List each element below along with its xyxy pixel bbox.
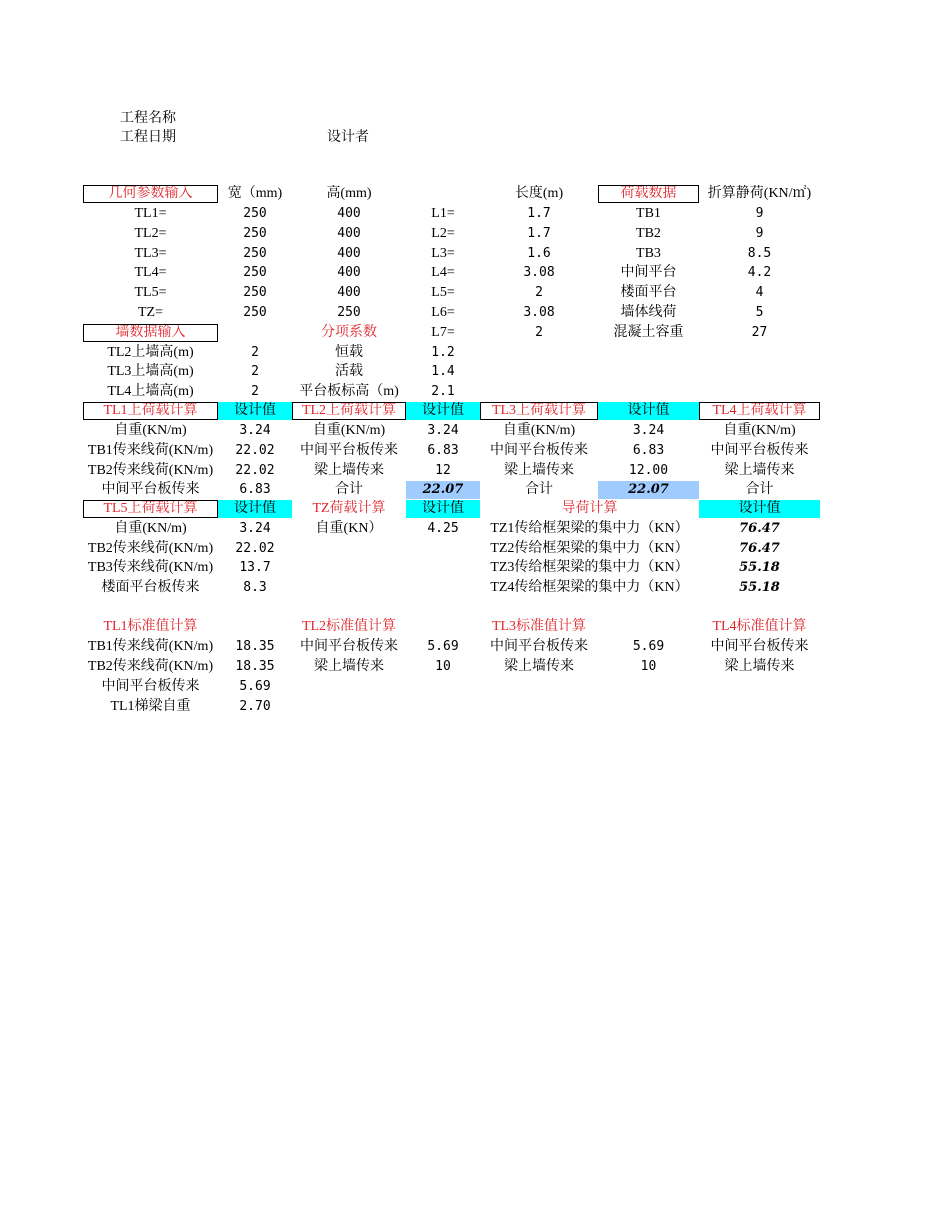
tl1-item: TB2传来线荷(KN/m)	[87, 463, 214, 478]
geometry-name: TZ=	[138, 305, 163, 320]
geometry-width: 250	[243, 226, 267, 241]
tl1-value: 6.83	[239, 482, 271, 497]
geometry-height: 400	[337, 226, 361, 241]
factor-name: 平台板标高（m)	[299, 384, 399, 399]
length-value: 1.7	[527, 226, 551, 241]
length-value: 3.08	[523, 265, 555, 280]
tl3-title: TL3上荷载计算	[480, 402, 598, 420]
geometry-name: TL2=	[134, 226, 167, 241]
tl3-value: 3.24	[632, 423, 665, 438]
load-value-header: 折算静荷(KN/㎡)	[707, 186, 812, 201]
geometry-height: 400	[337, 246, 361, 261]
tl2-value: 12	[435, 463, 451, 478]
geometry-name: TL1=	[134, 206, 167, 221]
tl2-total-value: 22.07	[406, 481, 480, 499]
factor-value: 2.1	[431, 384, 455, 399]
geometry-width: 250	[243, 246, 267, 261]
tz-title: TZ荷载计算	[312, 501, 386, 516]
geometry-section-title: 几何参数输入	[83, 185, 218, 203]
guide-item: TZ2传给框架梁的集中力（KN）	[490, 541, 689, 556]
geometry-width: 250	[243, 206, 267, 221]
load-name: 混凝土容重	[613, 325, 684, 340]
tl5-value: 13.7	[239, 560, 271, 575]
guide-title: 导荷计算	[561, 501, 618, 516]
wall-name: TL3上墙高(m)	[107, 364, 194, 379]
load-name: 中间平台	[620, 265, 677, 280]
tl1-value: 22.02	[235, 463, 275, 478]
tl3-total-label: 合计	[525, 482, 553, 497]
factor-name: 活载	[335, 364, 363, 379]
geometry-name: TL5=	[134, 285, 167, 300]
tl1-item: 中间平台板传来	[101, 482, 200, 497]
load-name: TB2	[636, 226, 661, 241]
tz-design-header: 设计值	[406, 500, 480, 518]
tl5-value: 3.24	[239, 521, 271, 536]
l7-name: L7=	[431, 325, 455, 340]
tl2-item: 中间平台板传来	[300, 443, 398, 458]
geometry-height: 400	[337, 265, 361, 280]
guide-value: 55.18	[739, 580, 780, 595]
tl3-item: 梁上墙传来	[504, 463, 574, 478]
guide-item: TZ4传给框架梁的集中力（KN）	[490, 580, 689, 595]
std-tl1-value: 18.35	[235, 659, 275, 674]
geometry-name: TL3=	[134, 246, 167, 261]
length-value: 3.08	[523, 305, 555, 320]
project-date-label: 工程日期	[120, 130, 176, 145]
guide-item: TZ3传给框架梁的集中力（KN）	[490, 560, 689, 575]
length-name: L3=	[431, 246, 455, 261]
tl4-title: TL4上荷载计算	[699, 402, 820, 420]
geometry-width: 250	[243, 265, 267, 280]
tl2-value: 6.83	[427, 443, 459, 458]
guide-item: TZ1传给框架梁的集中力（KN）	[490, 521, 689, 536]
wall-name: TL2上墙高(m)	[107, 345, 194, 360]
std-tl4-item: 中间平台板传来	[710, 639, 809, 654]
geometry-width: 250	[243, 285, 267, 300]
geometry-height: 400	[337, 206, 361, 221]
height-header: 高(mm)	[326, 186, 372, 201]
tl4-item: 中间平台板传来	[710, 443, 809, 458]
std-tl1-item: TB1传来线荷(KN/m)	[87, 639, 214, 654]
tl3-total-value: 22.07	[598, 481, 699, 499]
std-tl1-value: 5.69	[239, 679, 271, 694]
tl1-title: TL1上荷载计算	[83, 402, 218, 420]
std-tl3-title: TL3标准值计算	[491, 619, 587, 634]
std-tl4-item: 梁上墙传来	[724, 659, 795, 674]
std-tl2-item: 梁上墙传来	[314, 659, 384, 674]
guide-value: 55.18	[739, 560, 780, 575]
tl3-item: 中间平台板传来	[490, 443, 588, 458]
guide-value: 76.47	[739, 521, 780, 536]
tl2-item: 梁上墙传来	[314, 463, 384, 478]
length-value: 2	[535, 285, 543, 300]
load-value: 9	[755, 206, 764, 221]
load-value: 5	[755, 305, 764, 320]
load-value: 9	[755, 226, 764, 241]
tl5-item: TB3传来线荷(KN/m)	[87, 560, 214, 575]
std-tl1-title: TL1标准值计算	[103, 619, 198, 634]
std-tl2-value: 10	[435, 659, 451, 674]
load-name: TB1	[636, 206, 661, 221]
wall-value: 2	[251, 384, 259, 399]
wall-name: TL4上墙高(m)	[107, 384, 194, 399]
tl1-item: 自重(KN/m)	[114, 423, 187, 438]
tl3-design-header: 设计值	[598, 402, 699, 420]
wall-value: 2	[251, 364, 259, 379]
tl5-item: 自重(KN/m)	[114, 521, 187, 536]
guide-design-header: 设计值	[699, 500, 820, 518]
tl5-value: 8.3	[243, 580, 267, 595]
length-value: 1.6	[527, 246, 551, 261]
tl2-design-header: 设计值	[406, 402, 480, 420]
load-value: 8.5	[747, 246, 772, 261]
std-tl1-value: 2.70	[239, 699, 271, 714]
tl5-value: 22.02	[235, 541, 275, 556]
factor-value: 1.4	[431, 364, 455, 379]
length-name: L4=	[431, 265, 455, 280]
std-tl3-item: 梁上墙传来	[504, 659, 574, 674]
length-header: 长度(m)	[514, 186, 564, 201]
factor-value: 1.2	[431, 345, 455, 360]
std-tl3-value: 10	[640, 659, 657, 674]
geometry-width: 250	[243, 305, 267, 320]
std-tl2-item: 中间平台板传来	[300, 639, 398, 654]
wall-value: 2	[251, 345, 259, 360]
std-tl1-item: TB2传来线荷(KN/m)	[87, 659, 214, 674]
geometry-height: 250	[337, 305, 361, 320]
std-tl4-title: TL4标准值计算	[712, 619, 807, 634]
tl5-design-header: 设计值	[218, 500, 292, 518]
project-name-label: 工程名称	[120, 111, 176, 126]
guide-value: 76.47	[739, 541, 780, 556]
load-name: TB3	[636, 246, 661, 261]
std-tl3-item: 中间平台板传来	[490, 639, 588, 654]
length-value: 1.7	[527, 206, 551, 221]
factor-name: 恒载	[335, 345, 363, 360]
length-name: L2=	[431, 226, 455, 241]
tl1-value: 3.24	[239, 423, 271, 438]
tl3-value: 12.00	[628, 463, 669, 478]
load-name: 墙体线荷	[620, 305, 677, 320]
load-value: 27	[751, 325, 768, 340]
load-value: 4.2	[747, 265, 772, 280]
factors-section-title: 分项系数	[321, 325, 377, 340]
l7-value: 2	[535, 325, 543, 340]
tl4-item: 梁上墙传来	[724, 463, 795, 478]
tl3-value: 6.83	[632, 443, 665, 458]
geometry-name: TL4=	[134, 265, 167, 280]
tz-value: 4.25	[427, 521, 459, 536]
tl5-title: TL5上荷载计算	[83, 500, 218, 518]
tl2-total-label: 合计	[335, 482, 363, 497]
tl5-item: TB2传来线荷(KN/m)	[87, 541, 214, 556]
tz-item: 自重(KN）	[315, 521, 383, 536]
loads-section-title: 荷载数据	[598, 185, 699, 203]
length-name: L6=	[431, 305, 455, 320]
tl4-item: 自重(KN/m)	[723, 423, 796, 438]
length-name: L5=	[431, 285, 455, 300]
geometry-height: 400	[337, 285, 361, 300]
tl2-value: 3.24	[427, 423, 459, 438]
tl3-item: 自重(KN/m)	[502, 423, 576, 438]
std-tl1-item: TL1梯梁自重	[110, 699, 191, 714]
tl4-total-label: 合计	[745, 482, 774, 497]
load-value: 4	[755, 285, 764, 300]
tl1-value: 22.02	[235, 443, 275, 458]
designer-label: 设计者	[327, 130, 369, 145]
tl5-item: 楼面平台板传来	[101, 580, 200, 595]
tl2-title: TL2上荷载计算	[292, 402, 406, 420]
tl1-design-header: 设计值	[218, 402, 292, 420]
tl2-item: 自重(KN/m)	[312, 423, 386, 438]
std-tl1-value: 18.35	[235, 639, 275, 654]
wall-section-title: 墙数据输入	[83, 324, 218, 342]
width-header: 宽（mm)	[227, 186, 283, 201]
tl1-item: TB1传来线荷(KN/m)	[87, 443, 214, 458]
std-tl2-title: TL2标准值计算	[301, 619, 397, 634]
load-name: 楼面平台	[620, 285, 677, 300]
length-name: L1=	[431, 206, 455, 221]
std-tl3-value: 5.69	[632, 639, 665, 654]
std-tl1-item: 中间平台板传来	[101, 679, 200, 694]
std-tl2-value: 5.69	[427, 639, 459, 654]
